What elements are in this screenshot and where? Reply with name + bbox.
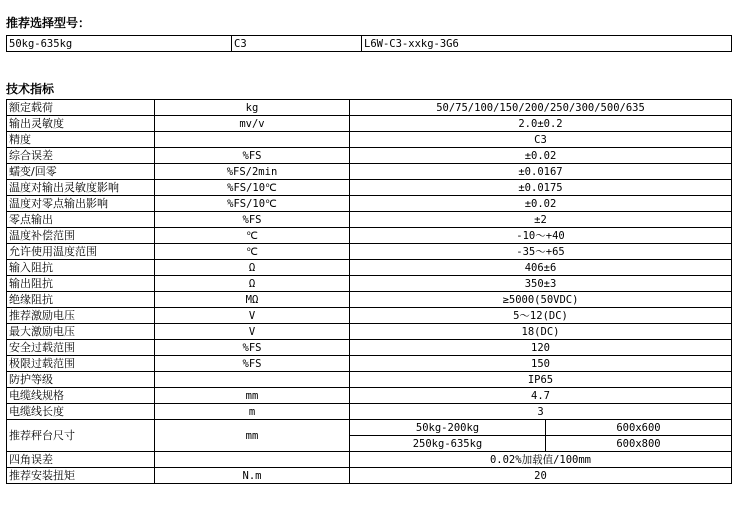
spec-unit: %FS (155, 148, 350, 164)
platform-name: 推荐秤台尺寸 (7, 420, 155, 452)
spec-value: ±0.02 (350, 148, 732, 164)
platform-size: 600x800 (546, 436, 732, 452)
spec-value: -10～+40 (350, 228, 732, 244)
spec-unit: N.m (155, 468, 350, 484)
spec-name: 综合误差 (7, 148, 155, 164)
spec-unit: %FS (155, 340, 350, 356)
spec-row (7, 308, 732, 324)
spec-row (7, 340, 732, 356)
spec-value: 406±6 (350, 260, 732, 276)
model-number-cell: L6W-C3-xxkg-3G6 (362, 36, 732, 52)
spec-unit: Ω (155, 276, 350, 292)
spec-name: 蠕变/回零 (7, 164, 155, 180)
spec-name: 精度 (7, 132, 155, 148)
spec-name: 极限过载范围 (7, 356, 155, 372)
spec-value: 3 (350, 404, 732, 420)
model-table (6, 35, 732, 52)
spec-value: 150 (350, 356, 732, 372)
spec-unit: ℃ (155, 228, 350, 244)
spec-name: 绝缘阻抗 (7, 292, 155, 308)
spec-row (7, 244, 732, 260)
spec-row (7, 356, 732, 372)
spec-value: IP65 (350, 372, 732, 388)
spec-value: C3 (350, 132, 732, 148)
spec-unit: kg (155, 100, 350, 116)
spec-value: 50/75/100/150/200/250/300/500/635 (350, 100, 732, 116)
spec-row (7, 388, 732, 404)
spec-unit: mv/v (155, 116, 350, 132)
spec-row (7, 452, 732, 468)
spec-value: 20 (350, 468, 732, 484)
spec-row (7, 276, 732, 292)
spec-row (7, 228, 732, 244)
spec-name: 推荐安装扭矩 (7, 468, 155, 484)
spec-name: 温度补偿范围 (7, 228, 155, 244)
model-row (7, 36, 732, 52)
spec-name: 安全过载范围 (7, 340, 155, 356)
spec-row (7, 404, 732, 420)
spec-value: -35～+65 (350, 244, 732, 260)
spec-name: 温度对零点输出影响 (7, 196, 155, 212)
spec-value: ≥5000(50VDC) (350, 292, 732, 308)
spec-row (7, 196, 732, 212)
spec-unit (155, 132, 350, 148)
spec-unit: %FS (155, 212, 350, 228)
model-grade-cell: C3 (232, 36, 362, 52)
spec-row (7, 148, 732, 164)
platform-range: 250kg-635kg (350, 436, 546, 452)
spec-value: ±0.0167 (350, 164, 732, 180)
model-range-cell: 50kg-635kg (7, 36, 232, 52)
spec-name: 输入阻抗 (7, 260, 155, 276)
spec-value: 350±3 (350, 276, 732, 292)
spec-row (7, 372, 732, 388)
spec-row (7, 100, 732, 116)
spec-name: 输出阻抗 (7, 276, 155, 292)
spec-name: 最大激励电压 (7, 324, 155, 340)
spec-name: 允许使用温度范围 (7, 244, 155, 260)
spec-value: 5～12(DC) (350, 308, 732, 324)
spec-unit: mm (155, 388, 350, 404)
spec-row (7, 164, 732, 180)
spec-name: 额定载荷 (7, 100, 155, 116)
spec-row (7, 212, 732, 228)
spec-unit: Ω (155, 260, 350, 276)
spec-value: 0.02%加载值/100mm (350, 452, 732, 468)
spec-value: 120 (350, 340, 732, 356)
platform-unit: mm (155, 420, 350, 452)
spec-row (7, 116, 732, 132)
spec-value: ±0.0175 (350, 180, 732, 196)
spec-unit: %FS/10℃ (155, 196, 350, 212)
spec-value: 2.0±0.2 (350, 116, 732, 132)
model-heading: 推荐选择型号： (6, 16, 91, 30)
spec-row (7, 292, 732, 308)
spec-heading: 技术指标 (6, 82, 55, 96)
spec-unit: V (155, 324, 350, 340)
spec-value: ±0.02 (350, 196, 732, 212)
spec-value: 18(DC) (350, 324, 732, 340)
spec-unit (155, 452, 350, 468)
spec-name: 四角误差 (7, 452, 155, 468)
spec-row (7, 132, 732, 148)
spec-name: 防护等级 (7, 372, 155, 388)
spec-unit: %FS (155, 356, 350, 372)
spec-name: 温度对输出灵敏度影响 (7, 180, 155, 196)
spec-row (7, 180, 732, 196)
spec-value: ±2 (350, 212, 732, 228)
spec-unit: m (155, 404, 350, 420)
spec-name: 输出灵敏度 (7, 116, 155, 132)
spec-unit: %FS/10℃ (155, 180, 350, 196)
spec-unit: MΩ (155, 292, 350, 308)
spec-unit: V (155, 308, 350, 324)
spec-value: 4.7 (350, 388, 732, 404)
spec-row (7, 468, 732, 484)
spec-name: 推荐激励电压 (7, 308, 155, 324)
spec-row (7, 324, 732, 340)
spec-unit: ℃ (155, 244, 350, 260)
platform-row (7, 420, 732, 436)
spec-row (7, 260, 732, 276)
platform-range: 50kg-200kg (350, 420, 546, 436)
spec-name: 电缆线规格 (7, 388, 155, 404)
platform-size: 600x600 (546, 420, 732, 436)
spec-unit: %FS/2min (155, 164, 350, 180)
spec-table (6, 99, 732, 484)
spec-name: 电缆线长度 (7, 404, 155, 420)
spec-unit (155, 372, 350, 388)
spec-name: 零点输出 (7, 212, 155, 228)
